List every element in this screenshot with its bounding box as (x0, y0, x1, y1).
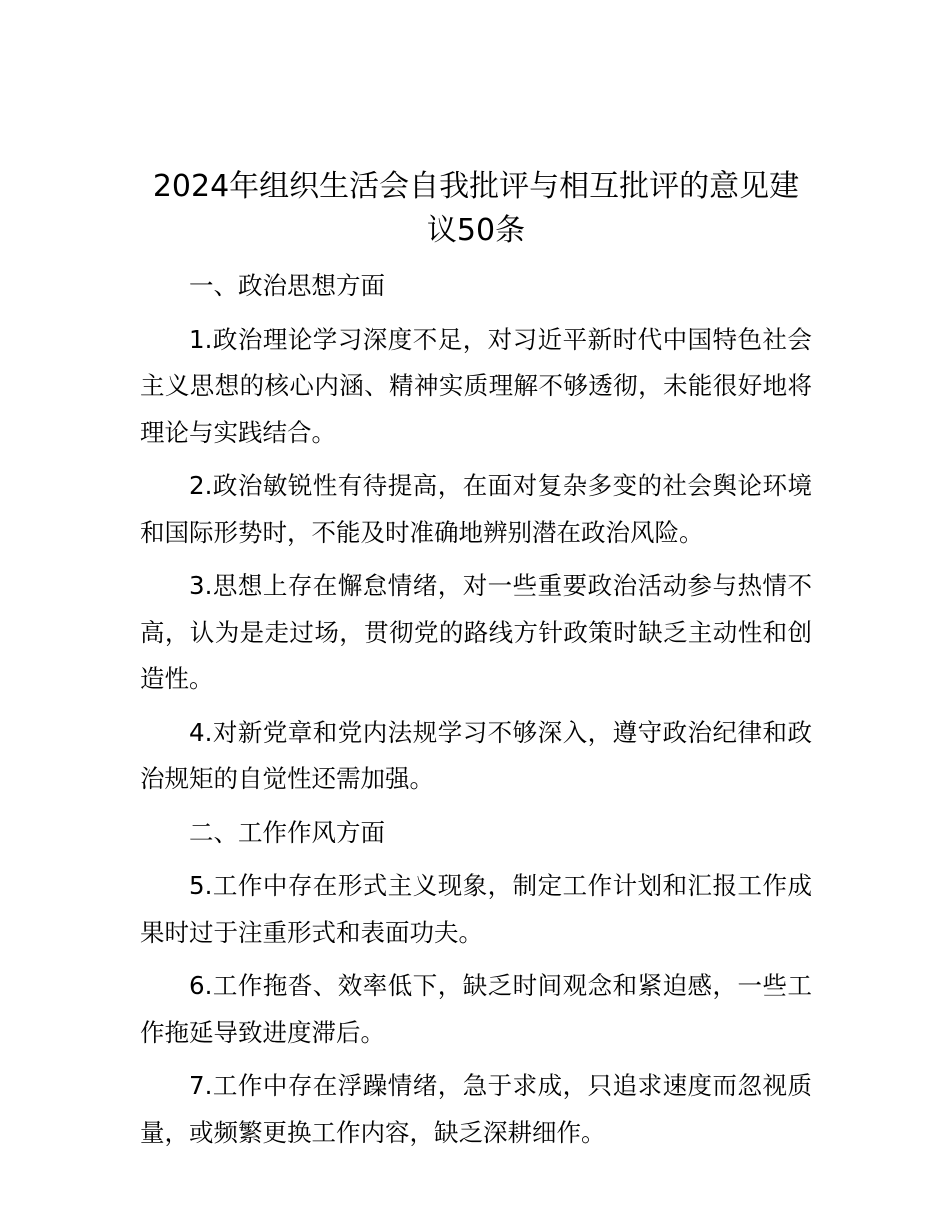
paragraph-item-5: 5.工作中存在形式主义现象，制定工作计划和汇报工作成果时过于注重形式和表面功夫。 (140, 871, 812, 947)
section-heading-work-style: 二、工作作风方面 (189, 817, 385, 847)
paragraph-item-1: 1.政治理论学习深度不足，对习近平新时代中国特色社会主义思想的核心内涵、精神实质理解不够透彻，未能很好地将理论与实践结合。 (140, 324, 812, 447)
paragraph-item-7: 7.工作中存在浮躁情绪，急于求成，只追求速度而忽视质量，或频繁更换工作内容，缺乏深耕细作。 (140, 1071, 812, 1147)
document-title: 2024年组织生活会自我批评与相互批评的意见建议50条 (152, 169, 800, 248)
paragraph-item-6: 6.工作拖沓、效率低下，缺乏时间观念和紧迫感，一些工作拖延导致进度滞后。 (140, 971, 812, 1047)
paragraph-item-3: 3.思想上存在懈怠情绪，对一些重要政治活动参与热情不高，认为是走过场，贯彻党的路线方针政策时缺乏主动性和创造性。 (140, 571, 812, 693)
paragraph-item-4: 4.对新党章和党内法规学习不够深入，遵守政治纪律和政治规矩的自觉性还需加强。 (140, 717, 812, 793)
paragraph-item-2: 2.政治敏锐性有待提高，在面对复杂多变的社会舆论环境和国际形势时，不能及时准确地辨别潜在政治风险。 (140, 471, 812, 547)
document-page (140, 165, 812, 1163)
section-heading-political: 一、政治思想方面 (189, 271, 385, 300)
